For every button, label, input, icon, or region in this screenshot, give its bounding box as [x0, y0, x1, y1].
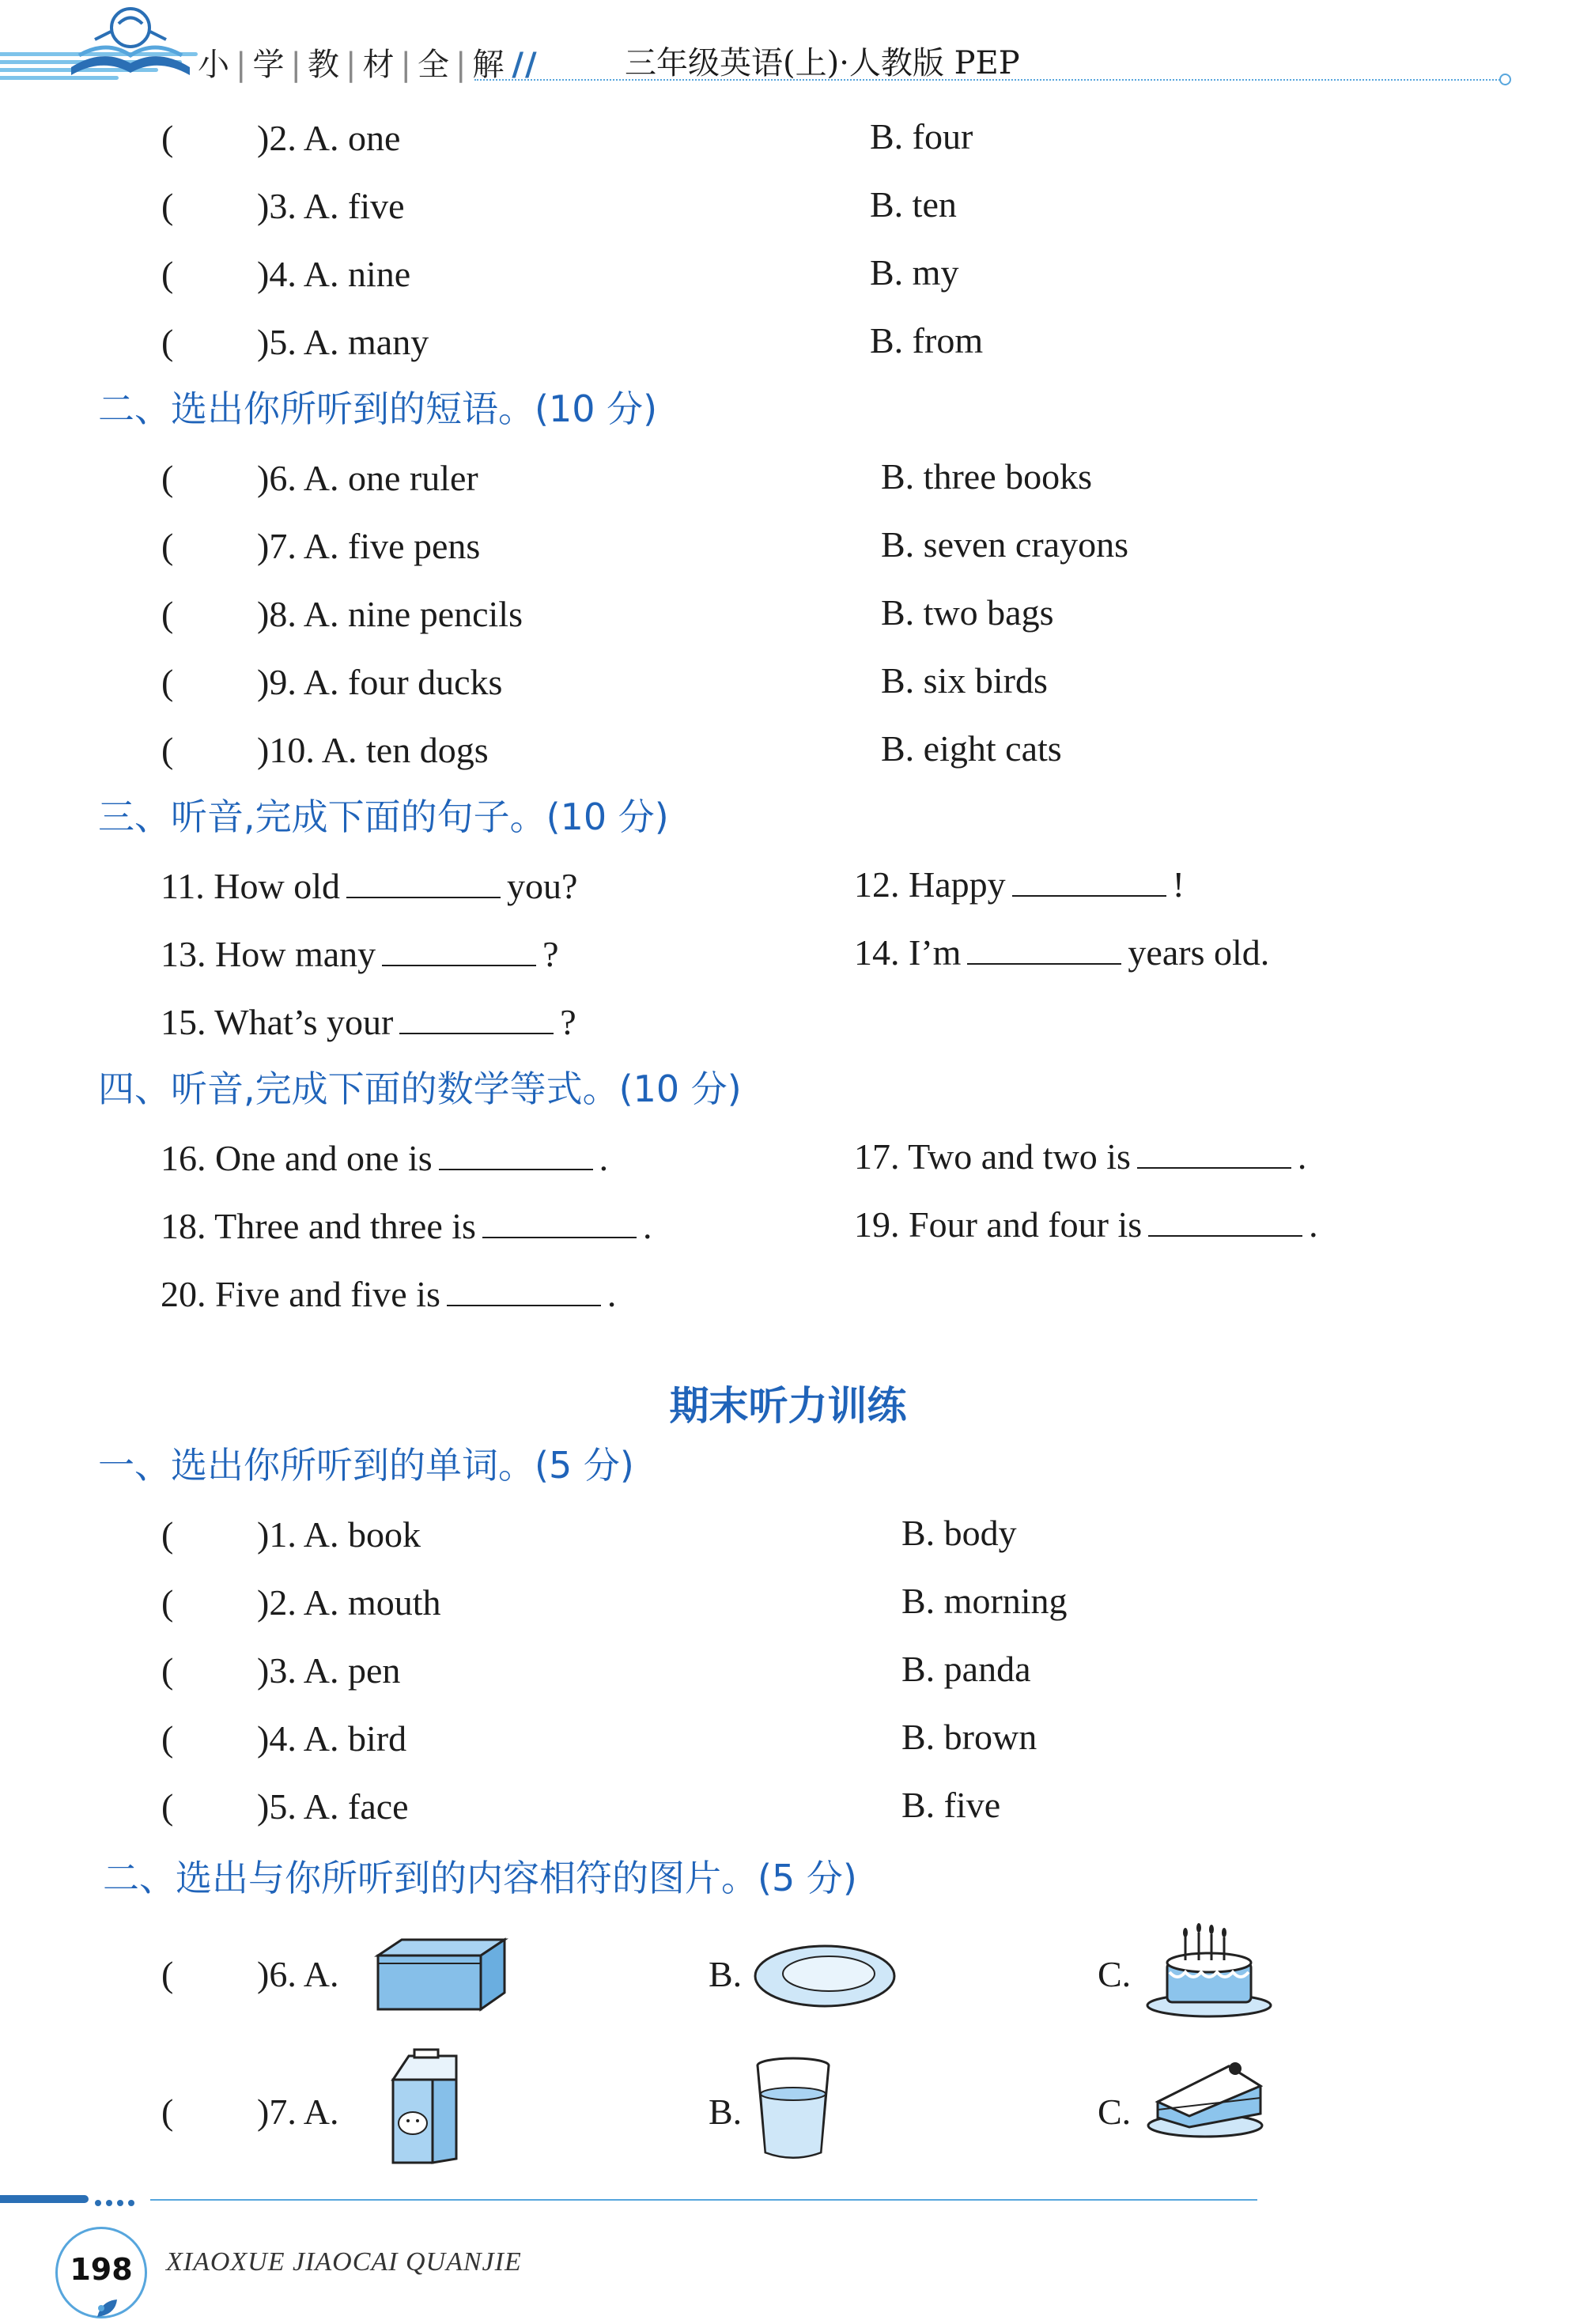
question-11: 11. How old you?	[161, 866, 578, 906]
page-header	[0, 0, 1576, 103]
question-12: 12. Happy !	[854, 864, 1185, 905]
section-heading: 二、选出与你所听到的内容相符的图片。(5 分)	[103, 1857, 857, 1899]
question-16: 16. One and one is .	[161, 1138, 609, 1178]
final-question-3: )3. A. pen	[257, 1650, 401, 1691]
box-icon[interactable]	[370, 1936, 508, 2015]
final-option-b-2: B. morning	[901, 1581, 1068, 1621]
section-heading: 一、选出你所听到的单词。(5 分)	[98, 1444, 634, 1487]
header-rule-end-dot	[1499, 74, 1511, 85]
answer-paren: (	[161, 1718, 174, 1759]
question-7: )7. A. five pens	[257, 526, 481, 566]
answer-blank[interactable]	[1148, 1234, 1302, 1237]
section-heading: 二、选出你所听到的短语。(10 分)	[98, 387, 658, 430]
answer-blank[interactable]	[967, 962, 1121, 965]
plate-icon[interactable]	[750, 1940, 900, 2012]
question-2: )2. A. one	[257, 118, 401, 158]
question-9: )9. A. four ducks	[257, 662, 503, 702]
answer-paren: (	[161, 1582, 174, 1623]
question-14: 14. I’m years old.	[854, 932, 1270, 973]
final-question-1: )1. A. book	[257, 1514, 421, 1555]
question-17: 17. Two and two is .	[854, 1136, 1307, 1177]
answer-paren: (	[161, 322, 174, 362]
option-b-6: B. three books	[881, 456, 1093, 497]
answer-blank[interactable]	[399, 1032, 554, 1034]
birthday-cake-icon[interactable]	[1142, 1917, 1276, 2020]
question-13: 13. How many ?	[161, 934, 559, 974]
answer-paren: (	[161, 1514, 174, 1555]
answer-paren: (	[161, 662, 174, 702]
option-b-4: B. my	[870, 252, 959, 293]
answer-blank[interactable]	[447, 1304, 601, 1306]
footer-dots	[95, 2196, 139, 2210]
question-15: 15. What’s your ?	[161, 1002, 576, 1042]
series-name: XIAOXUE JIAOCAI QUANJIE	[166, 2247, 522, 2277]
footer-rule	[150, 2199, 1257, 2201]
final-option-b-1: B. body	[901, 1513, 1017, 1553]
question-19: 19. Four and four is .	[854, 1204, 1318, 1245]
answer-blank[interactable]	[482, 1236, 637, 1238]
cake-slice-icon[interactable]	[1142, 2054, 1268, 2141]
page-number: 198	[70, 2252, 133, 2287]
answer-paren: (	[161, 526, 174, 566]
answer-blank[interactable]	[439, 1168, 593, 1170]
final-option-b-4: B. brown	[901, 1717, 1037, 1757]
question-20: 20. Five and five is .	[161, 1274, 617, 1314]
option-b-7: B. seven crayons	[881, 524, 1128, 565]
question-8: )8. A. nine pencils	[257, 594, 523, 634]
option-b-10: B. eight cats	[881, 728, 1062, 769]
final-option-b-3: B. panda	[901, 1649, 1031, 1689]
answer-blank[interactable]	[346, 896, 501, 898]
option-b-2: B. four	[870, 116, 973, 157]
question-18: 18. Three and three is .	[161, 1206, 652, 1246]
option-c-label: C.	[1098, 2092, 1132, 2132]
final-question-5: )5. A. face	[257, 1786, 409, 1827]
final-question-2: )2. A. mouth	[257, 1582, 441, 1623]
question-6: )6. A. one ruler	[257, 458, 478, 498]
option-b-9: B. six birds	[881, 660, 1048, 701]
option-b-label: B.	[709, 1954, 743, 1994]
footer-bar	[0, 2195, 89, 2203]
question-4: )4. A. nine	[257, 254, 411, 294]
final-question-6: )6. A.	[257, 1954, 339, 1994]
edition-label: 三年级英语(上)·人教版 PEP	[625, 45, 1020, 81]
answer-paren: (	[161, 118, 174, 158]
header-rule	[474, 79, 1502, 81]
option-b-8: B. two bags	[881, 592, 1054, 633]
book-title: 小 | 学 | 教 | 材 | 全 | 解 //	[198, 47, 539, 83]
final-question-4: )4. A. bird	[257, 1718, 407, 1759]
section-heading: 三、听音,完成下面的句子。(10 分)	[98, 795, 669, 838]
answer-paren: (	[161, 186, 174, 226]
milk-carton-icon[interactable]	[381, 2048, 468, 2167]
final-option-b-5: B. five	[901, 1785, 1001, 1825]
section-heading: 四、听音,完成下面的数学等式。(10 分)	[98, 1068, 742, 1110]
final-question-7: )7. A.	[257, 2092, 339, 2132]
option-b-label: B.	[709, 2092, 743, 2132]
answer-paren: (	[161, 458, 174, 498]
option-b-5: B. from	[870, 320, 984, 361]
option-b-3: B. ten	[870, 184, 957, 225]
question-5: )5. A. many	[257, 322, 429, 362]
question-10: )10. A. ten dogs	[257, 730, 489, 770]
answer-paren: (	[161, 2092, 174, 2132]
answer-paren: (	[161, 594, 174, 634]
answer-paren: (	[161, 1954, 174, 1994]
glass-of-water-icon[interactable]	[750, 2056, 837, 2163]
leaf-icon	[93, 2297, 125, 2321]
answer-paren: (	[161, 730, 174, 770]
final-listening-title: 期末听力训练	[669, 1383, 907, 1429]
option-c-label: C.	[1098, 1954, 1132, 1994]
answer-blank[interactable]	[382, 964, 536, 966]
answer-paren: (	[161, 254, 174, 294]
answer-paren: (	[161, 1786, 174, 1827]
answer-blank[interactable]	[1137, 1166, 1291, 1169]
answer-paren: (	[161, 1650, 174, 1691]
answer-blank[interactable]	[1012, 894, 1166, 897]
book-logo-icon	[63, 0, 198, 87]
question-3: )3. A. five	[257, 186, 405, 226]
